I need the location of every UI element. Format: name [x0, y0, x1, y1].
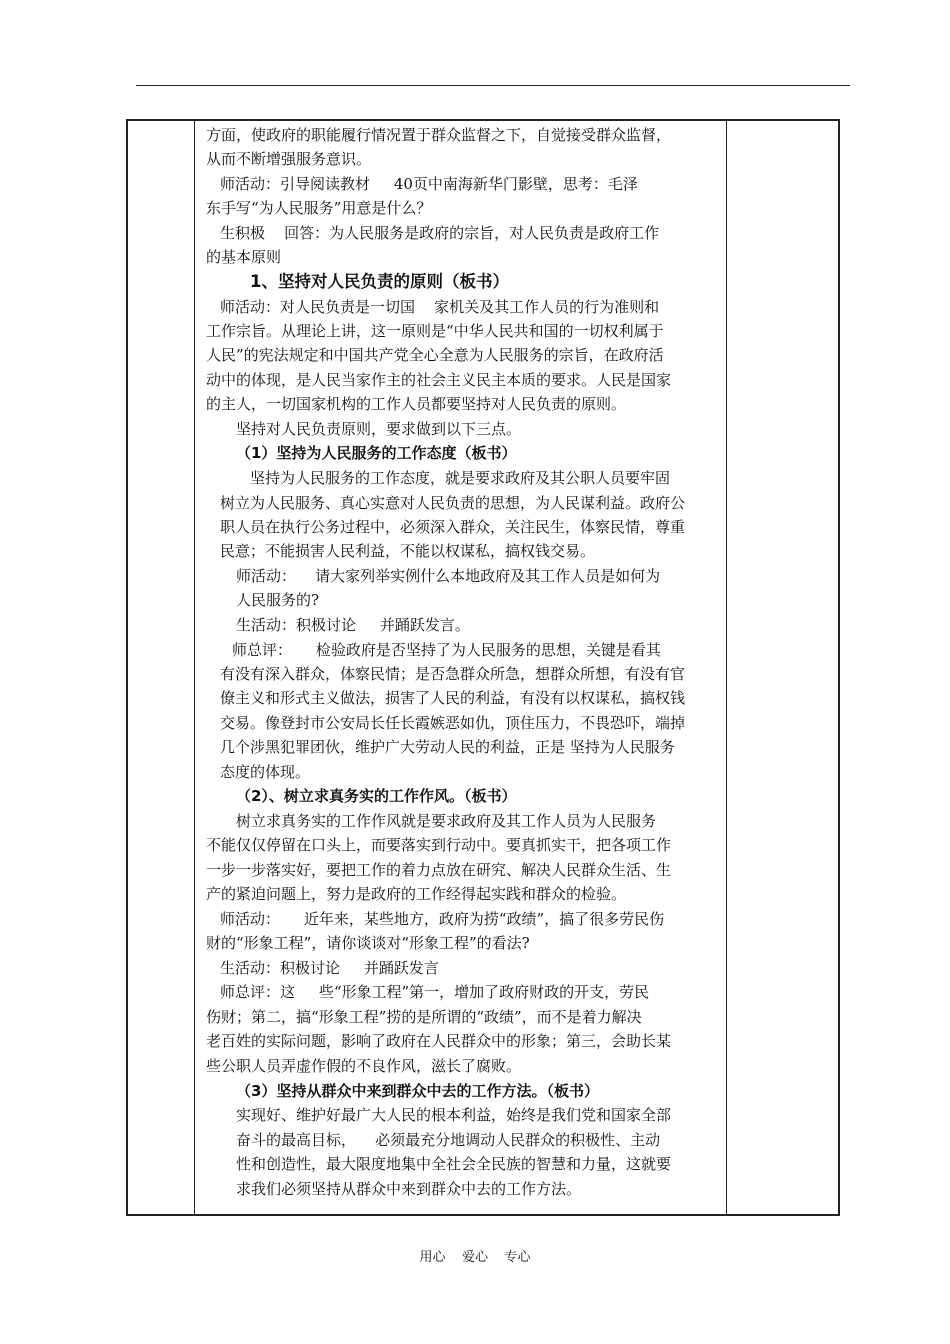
content-line: 方面，使政府的职能履行情况置于群众监督之下，自觉接受群众监督， [206, 126, 672, 144]
content-line: 态度的体现。 [220, 763, 311, 781]
content-line: 人民服务的? [236, 591, 320, 609]
content-line: 师活动：对人民负责是一切国 家机关及其工作人员的行为准则和 [220, 298, 660, 316]
content-line: 生活动：积极讨论 并踊跃发言。 [236, 616, 470, 634]
content-line: 几个涉黑犯罪团伙，维护广大劳动人民的利益，正是 坚持为人民服务 [220, 738, 675, 756]
lesson-table [126, 119, 840, 1216]
content-line: 师活动： 请大家列举实例什么本地政府及其工作人员是如何为 [236, 567, 661, 585]
page-footer: 用心 爱心 专心 [419, 1250, 531, 1265]
content-line: 有没有深入群众，体察民情；是否急群众所急，想群众所想，有没有官 [220, 665, 686, 683]
content-line: 树立为人民服务、真心实意对人民负责的思想，为人民谋利益。政府公 [220, 494, 686, 512]
content-line: 动中的体现，是人民当家作主的社会主义民主本质的要求。人民是国家 [206, 371, 672, 389]
content-line: （3）坚持从群众中来到群众中去的工作方法。（板书） [236, 1082, 599, 1100]
content-line: 伤财；第二，搞“形象工程”捞的是所谓的“政绩”，而不是着力解决 [206, 1008, 642, 1026]
content-line: 僚主义和形式主义做法，损害了人民的利益，有没有以权谋私，搞权钱 [220, 689, 686, 707]
content-line: 坚持为人民服务的工作态度，就是要求政府及其公职人员要牢固 [250, 469, 671, 487]
content-line: 师活动：引导阅读教材 40页中南海新华门影壁，思考：毛泽 [220, 175, 638, 193]
content-line: 人民”的宪法规定和中国共产党全心全意为人民服务的宗旨，在政府活 [206, 346, 664, 364]
content-line: 奋斗的最高目标， 必须最充分地调动人民群众的积极性、主动 [236, 1131, 661, 1149]
content-line: 1、坚持对人民负责的原则（板书） [250, 272, 509, 291]
content-line: 坚持对人民负责原则，要求做到以下三点。 [236, 420, 522, 438]
content-line: 职人员在执行公务过程中，必须深入群众，关注民生，体察民情，尊重 [220, 518, 686, 536]
content-line: 不能仅仅停留在口头上，而要落实到行动中。要真抓实干，把各项工作 [206, 836, 672, 854]
content-line: 老百姓的实际问题，影响了政府在人民群众中的形象；第三，会助长某 [206, 1032, 672, 1050]
content-line: 树立求真务实的工作作风就是要求政府及其工作人员为人民服务 [236, 812, 657, 830]
content-line: 的基本原则 [206, 248, 282, 266]
content-line: 一步一步落实好，要把工作的着力点放在研究、解决人民群众生活、生 [206, 861, 672, 879]
header-rule [136, 85, 850, 86]
content-line: 民意；不能损害人民利益，不能以权谋私，搞权钱交易。 [220, 542, 596, 560]
content-line: 交易。像登封市公安局长任长霞嫉恶如仇，顶住压力，不畏恐吓，端掉 [220, 714, 686, 732]
content-line: 生积极 回答：为人民服务是政府的宗旨，对人民负责是政府工作 [220, 224, 660, 242]
content-line: 些公职人员弄虚作假的不良作风，滋长了腐败。 [206, 1057, 522, 1075]
content-line: 生活动：积极讨论 并踊跃发言 [220, 959, 439, 977]
content-line: 性和创造性，最大限度地集中全社会全民族的智慧和力量，这就要 [236, 1155, 672, 1173]
content-line: 师总评： 检验政府是否坚持了为人民服务的思想，关键是看其 [232, 641, 661, 659]
column-divider-left [194, 121, 195, 1214]
content-line: （2）、树立求真务实的工作作风。（板书） [236, 787, 517, 805]
content-line: 产的紧迫问题上，努力是政府的工作经得起实践和群众的检验。 [206, 885, 627, 903]
content-line: （1）坚持为人民服务的工作态度（板书） [236, 444, 517, 462]
content-line: 工作宗旨。从理论上讲，这一原则是“中华人民共和国的一切权利属于 [206, 322, 664, 340]
content-line: 师总评：这 些“形象工程”第一，增加了政府财政的开支，劳民 [220, 983, 650, 1001]
content-line: 求我们必须坚持从群众中来到群众中去的工作方法。 [236, 1180, 582, 1198]
content-line: 从而不断增强服务意识。 [206, 150, 372, 168]
content-line: 实现好、维护好最广大人民的根本利益，始终是我们党和国家全部 [236, 1106, 672, 1124]
content-line: 师活动： 近年来，某些地方，政府为捞“政绩”，搞了很多劳民伤 [220, 910, 665, 928]
content-line: 东手写“为人民服务”用意是什么？ [206, 199, 432, 217]
content-line: 财的“形象工程”，请你谈谈对“形象工程”的看法? [206, 934, 530, 952]
column-divider-right [726, 121, 727, 1214]
content-line: 的主人，一切国家机构的工作人员都要坚持对人民负责的原则。 [206, 395, 627, 413]
